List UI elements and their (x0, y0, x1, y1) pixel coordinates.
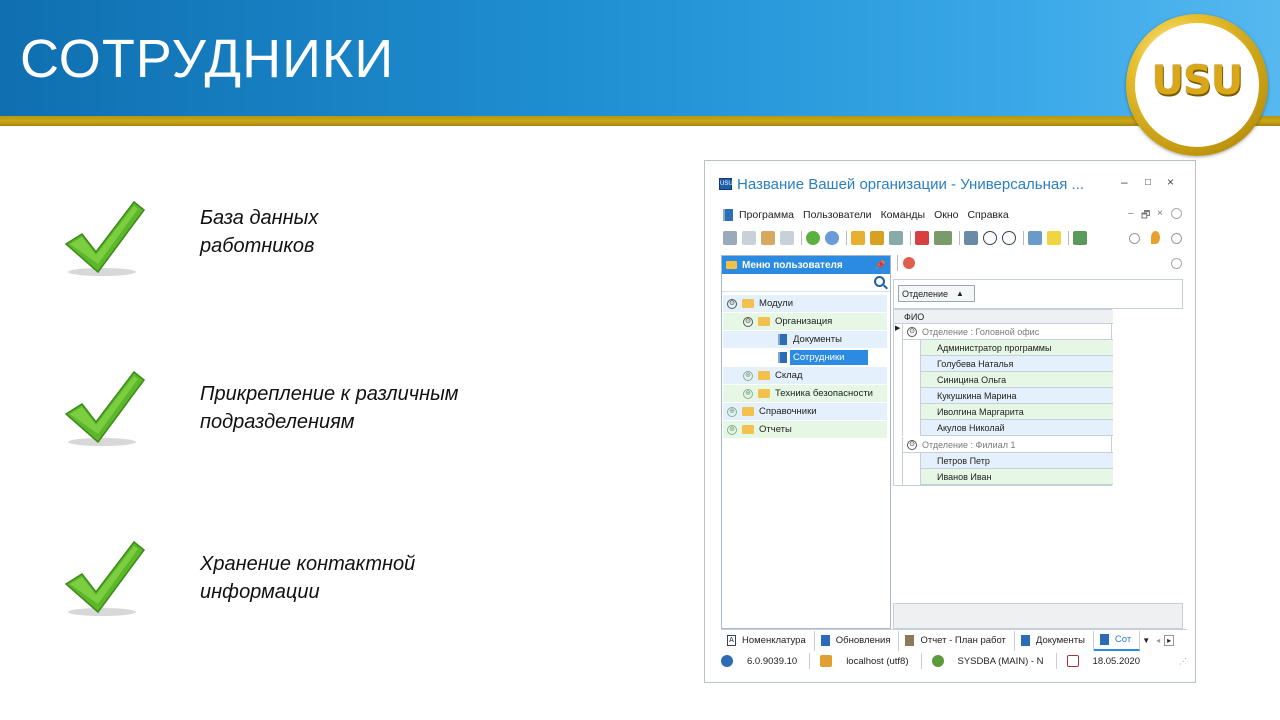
group-cell (903, 437, 1113, 453)
collapse-toggle-icon[interactable]: ⊙ (907, 440, 917, 450)
user-menu-title: Меню пользователя (742, 259, 843, 271)
tab-updates[interactable] (815, 631, 900, 651)
expand-toggle-icon[interactable]: ⊕ (743, 371, 753, 381)
database-icon (820, 655, 832, 667)
toolbar-separator (801, 231, 802, 245)
group-label: Отделение : Головной офис (922, 326, 1040, 337)
copy-icon[interactable] (742, 231, 756, 245)
table-row[interactable] (894, 453, 1113, 469)
folder-icon (742, 407, 754, 416)
tree-item-organization[interactable] (723, 313, 887, 330)
tree-item-label: Модули (759, 298, 794, 309)
row-indicator (894, 404, 903, 420)
version-text: 6.0.9039.10 (747, 655, 798, 667)
toolbar-separator (910, 231, 911, 245)
bullet-item (60, 540, 510, 620)
server-text: localhost (utf8) (846, 655, 909, 667)
group-by-area (893, 279, 1183, 309)
sort-ascending-icon: ▲ (956, 289, 964, 298)
minimize-button[interactable]: – (1121, 175, 1128, 189)
employee-name-cell[interactable]: Кукушкина Марина (921, 388, 1113, 404)
row-gap (903, 404, 921, 420)
tab-scroll-right-icon[interactable]: ▸ (1164, 635, 1174, 646)
record-close-icon[interactable] (903, 257, 915, 269)
location-pin-icon[interactable] (1151, 231, 1160, 244)
tab-label: Обновления (835, 635, 891, 646)
add-column-icon[interactable] (1028, 231, 1042, 245)
search-icon[interactable] (825, 231, 839, 245)
tree-item-label: Отчеты (759, 424, 792, 435)
status-bar (721, 651, 1187, 671)
row-indicator (894, 356, 903, 372)
folder-icon (758, 389, 770, 398)
collapse-toggle-icon[interactable]: ⊙ (907, 327, 917, 337)
date-text: 18.05.2020 (1092, 655, 1141, 667)
row-indicator (894, 420, 903, 436)
tab-label: Сот (1114, 634, 1132, 645)
flag-icon[interactable] (915, 231, 929, 245)
image-dropdown-icon[interactable] (934, 231, 952, 245)
tab-dropdown-icon[interactable]: ▼ (1142, 636, 1151, 645)
header-accent-line (0, 116, 1280, 126)
row-indicator: ▶ (894, 324, 903, 340)
row-indicator (894, 372, 903, 388)
menu-item-users[interactable]: Пользователи (803, 209, 872, 221)
tab-work-plan-report[interactable] (899, 631, 1014, 651)
tree-item-label: Сотрудники (790, 350, 868, 365)
mdi-close-button[interactable]: × (1157, 208, 1163, 219)
checkmark-icon (60, 200, 150, 280)
usu-logo (1126, 14, 1268, 156)
folder-open-icon (758, 317, 770, 326)
tree-item-references[interactable] (723, 403, 887, 420)
expand-icon[interactable] (983, 231, 997, 245)
employees-grid-panel (893, 255, 1185, 629)
employees-grid (893, 309, 1112, 486)
row-indicator (894, 388, 903, 404)
mdi-extra-icon[interactable] (1171, 208, 1182, 219)
group-by-label: Отделение (902, 288, 949, 299)
panel-close-icon[interactable] (1171, 258, 1182, 269)
row-gap (903, 453, 921, 469)
search-icon[interactable] (874, 276, 885, 287)
tree-item-safety[interactable] (723, 385, 887, 402)
tab-documents[interactable] (1015, 631, 1094, 651)
employee-name-cell[interactable]: Иванов Иван (921, 469, 1113, 485)
column-icon[interactable] (964, 231, 978, 245)
employee-name-cell[interactable]: Петров Петр (921, 453, 1113, 469)
row-indicator (894, 340, 903, 356)
document-tabs (721, 629, 1187, 651)
filter-settings-icon[interactable] (870, 231, 884, 245)
group-label: Отделение : Филиал 1 (922, 439, 1016, 450)
calendar-icon (1067, 655, 1079, 667)
group-row[interactable] (894, 324, 1113, 340)
checkmark-icon (60, 370, 150, 450)
tree-item-modules[interactable] (723, 295, 887, 312)
grid-footer (893, 603, 1183, 629)
bullet-line: Хранение контактной (200, 553, 416, 575)
user-text: SYSDBA (MAIN) - N (957, 655, 1044, 667)
table-row[interactable] (894, 356, 1113, 372)
row-gap (903, 469, 921, 485)
tree-item-warehouse[interactable] (723, 367, 887, 384)
table-row[interactable] (894, 420, 1113, 436)
tab-scroll-left-icon[interactable]: ◂ (1156, 636, 1161, 645)
info-icon (721, 655, 733, 667)
tree-item-label: Техника безопасности (775, 388, 873, 399)
add-record-icon[interactable] (723, 231, 737, 245)
table-row[interactable] (894, 340, 1113, 356)
group-row[interactable] (894, 437, 1113, 453)
menu-item-window[interactable]: Окно (934, 209, 959, 221)
bullet-line: информации (200, 581, 320, 603)
document-icon (778, 334, 787, 345)
note-icon[interactable] (1047, 231, 1061, 245)
tree-item-label: Склад (775, 370, 803, 381)
table-row[interactable] (894, 388, 1113, 404)
delete-icon[interactable] (780, 231, 794, 245)
tab-label: Номенклатура (742, 635, 806, 646)
tree-item-employees[interactable] (723, 349, 887, 366)
folder-open-icon (742, 299, 754, 308)
row-indicator (894, 469, 903, 485)
user-menu-header (722, 256, 890, 274)
logo-text: USU (1151, 58, 1243, 104)
status-server (820, 653, 921, 669)
collapse-icon[interactable] (1002, 231, 1016, 245)
menu-item-program[interactable]: Программа (739, 209, 795, 221)
tree-item-label: Организация (775, 316, 833, 327)
bullet-line: работников (200, 235, 315, 257)
status-user (932, 653, 1057, 669)
document-icon (1100, 634, 1109, 645)
employee-name-cell[interactable]: Голубева Наталья (921, 356, 1113, 372)
pin-icon[interactable]: 📌 (874, 259, 886, 270)
resize-grip-icon[interactable]: ⋰ (1179, 656, 1187, 666)
mdi-restore-button[interactable]: 🗗 (1141, 210, 1151, 221)
employee-name-cell[interactable]: Акулов Николай (921, 420, 1113, 436)
filter-clear-icon[interactable] (889, 231, 903, 245)
table-row[interactable] (894, 469, 1113, 485)
bullet-line: База данных (200, 207, 319, 229)
menu-item-help[interactable]: Справка (967, 209, 1009, 221)
letter-a-icon: A (727, 635, 736, 646)
close-circle-icon[interactable] (1171, 233, 1182, 244)
edit-icon[interactable] (761, 231, 775, 245)
tab-label: Отчет - План работ (920, 635, 1006, 646)
row-gap (903, 388, 921, 404)
row-gap (903, 340, 921, 356)
toolbar-separator (846, 231, 847, 245)
table-row[interactable] (894, 404, 1113, 420)
checkmark-icon (60, 540, 150, 620)
mdi-minimize-button[interactable]: – (1128, 208, 1134, 219)
report-icon (905, 635, 914, 646)
user-menu-panel (721, 255, 891, 629)
menu-bar (723, 207, 1018, 223)
row-gap (903, 372, 921, 388)
slide-title: СОТРУДНИКИ (20, 29, 395, 89)
column-header-fio[interactable] (894, 310, 1113, 324)
group-by-department-button[interactable] (898, 285, 975, 302)
refresh-icon[interactable] (806, 231, 820, 245)
bullet-line: подразделениям (200, 411, 355, 433)
menu-item-commands[interactable]: Команды (880, 209, 926, 221)
bullet-line: Прикрепление к различным (200, 383, 459, 405)
window-title-bar (719, 175, 1084, 193)
toolbar-separator (1068, 231, 1069, 245)
toolbar-separator (897, 255, 898, 271)
employee-name-cell[interactable]: Иволгина Маргарита (921, 404, 1113, 420)
bullet-text (200, 550, 520, 606)
app-logo-icon: USU (719, 178, 732, 190)
table-row[interactable] (894, 372, 1113, 388)
user-icon (932, 655, 944, 667)
tree-item-label: Справочники (759, 406, 817, 417)
collapse-toggle-icon[interactable]: ⊙ (727, 299, 737, 309)
bullet-item (60, 200, 510, 280)
expand-toggle-icon[interactable]: ⊕ (743, 389, 753, 399)
filter-icon[interactable] (851, 231, 865, 245)
column-header-label: ФИО (904, 311, 925, 322)
document-icon (821, 635, 830, 646)
export-excel-icon[interactable] (1073, 231, 1087, 245)
bullet-text (200, 380, 520, 436)
row-indicator (894, 437, 903, 453)
help-circle-icon[interactable] (1129, 233, 1140, 244)
row-gap (903, 420, 921, 436)
tree-item-label: Документы (793, 334, 842, 345)
folder-icon (726, 261, 737, 269)
row-gap (903, 356, 921, 372)
tab-label: Документы (1035, 635, 1085, 646)
maximize-button[interactable]: □ (1145, 177, 1152, 188)
folder-icon (742, 425, 754, 434)
tab-employees[interactable] (1094, 631, 1140, 651)
toolbar (723, 229, 1092, 247)
close-button[interactable]: × (1167, 175, 1175, 189)
toolbar-separator (959, 231, 960, 245)
group-cell (903, 324, 1113, 340)
employee-name-cell[interactable]: Синицина Ольга (921, 372, 1113, 388)
status-version (721, 653, 810, 669)
tree-item-reports[interactable] (723, 421, 887, 438)
employee-name-cell[interactable]: Администратор программы (921, 340, 1113, 356)
status-date (1067, 653, 1153, 669)
toolbar-separator (1023, 231, 1024, 245)
document-icon (778, 352, 787, 363)
menu-app-icon (723, 209, 733, 221)
row-indicator (894, 453, 903, 469)
tab-nomenclature[interactable] (721, 631, 815, 651)
window-title: Название Вашей организации - Универсальная ... (737, 175, 1085, 193)
tree-item-documents[interactable] (723, 331, 887, 348)
folder-icon (758, 371, 770, 380)
app-window (704, 160, 1196, 683)
expand-toggle-icon[interactable]: ⊕ (727, 425, 737, 435)
menu-search-bar[interactable] (722, 274, 890, 292)
collapse-toggle-icon[interactable]: ⊙ (743, 317, 753, 327)
document-icon (1021, 635, 1030, 646)
expand-toggle-icon[interactable]: ⊕ (727, 407, 737, 417)
bullet-text (200, 204, 520, 260)
bullet-item (60, 370, 510, 450)
